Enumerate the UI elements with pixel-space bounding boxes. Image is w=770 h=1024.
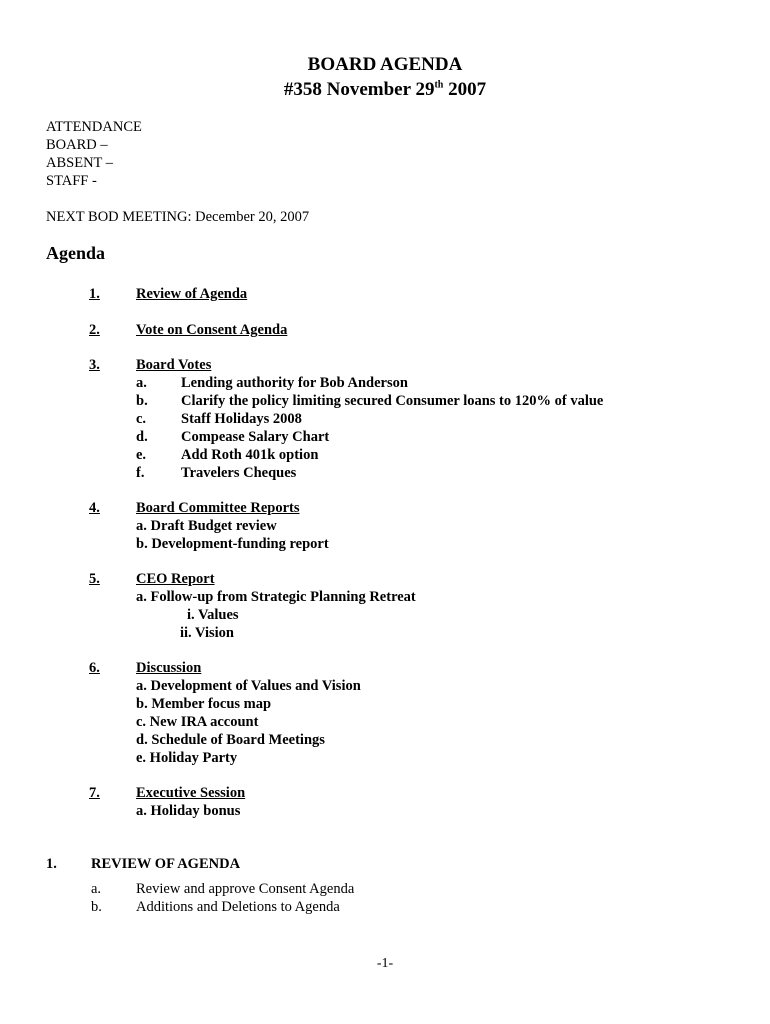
agenda-item-title: Discussion	[136, 660, 202, 676]
next-meeting: NEXT BOD MEETING: December 20, 2007	[46, 209, 310, 225]
subtitle-year: 2007	[443, 79, 487, 100]
sub-item-letter: b.	[136, 393, 148, 409]
agenda-item-title: Board Committee Reports	[136, 500, 300, 516]
section-number: 1.	[46, 856, 57, 872]
subtitle-number-date: #358 November 29	[283, 79, 435, 100]
agenda-item-title: Vote on Consent Agenda	[136, 322, 288, 338]
document-title: BOARD AGENDA	[307, 54, 463, 75]
section-sub-text: Review and approve Consent Agenda	[136, 881, 355, 897]
sub-item-letter: f.	[136, 465, 145, 481]
agenda-item-title: Executive Session	[136, 785, 246, 801]
agenda-item-title: CEO Report	[136, 571, 215, 587]
sub-item: a. Follow-up from Strategic Planning Retreat	[136, 589, 416, 605]
agenda-item-title: Board Votes	[136, 357, 212, 373]
sub-item-letter: a.	[136, 375, 147, 391]
agenda-item-number: 2.	[89, 322, 100, 338]
sub-item-text: Staff Holidays 2008	[181, 411, 302, 427]
agenda-item-number: 6.	[89, 660, 100, 676]
section-title: REVIEW OF AGENDA	[91, 856, 241, 872]
section-sub-text: Additions and Deletions to Agenda	[136, 899, 340, 915]
agenda-item-number: 5.	[89, 571, 100, 587]
sub-item-letter: c.	[136, 411, 147, 427]
sub-item: c. New IRA account	[136, 714, 259, 730]
sub-item-letter: e.	[136, 447, 147, 463]
document-subtitle	[0, 79, 770, 101]
agenda-item-number: 7.	[89, 785, 100, 801]
agenda-heading: Agenda	[46, 243, 106, 263]
attendance-board: BOARD –	[46, 137, 108, 153]
section-sub-letter: b.	[91, 899, 102, 915]
agenda-item-number: 1.	[89, 286, 100, 302]
sub-item: a. Holiday bonus	[136, 803, 241, 819]
sub-item-text: Lending authority for Bob Anderson	[181, 375, 408, 391]
sub-item-text: Travelers Cheques	[181, 465, 297, 481]
sub-sub-item: i. Values	[187, 607, 239, 623]
subtitle-superscript: th	[434, 79, 444, 91]
attendance-absent: ABSENT –	[46, 155, 114, 171]
sub-item-text: Add Roth 401k option	[181, 447, 319, 463]
agenda-item-number: 4.	[89, 500, 100, 516]
sub-item: e. Holiday Party	[136, 750, 238, 766]
sub-item: a. Draft Budget review	[136, 518, 277, 534]
sub-item: b. Development-funding report	[136, 536, 329, 552]
page-number: -1-	[376, 956, 394, 971]
section-sub-letter: a.	[91, 881, 102, 897]
sub-item-letter: d.	[136, 429, 148, 445]
agenda-item-number: 3.	[89, 357, 100, 373]
sub-item: a. Development of Values and Vision	[136, 678, 361, 694]
sub-item: b. Member focus map	[136, 696, 272, 712]
attendance-label: ATTENDANCE	[46, 119, 142, 135]
sub-sub-item: ii. Vision	[180, 625, 234, 641]
sub-item: d. Schedule of Board Meetings	[136, 732, 325, 748]
attendance-staff: STAFF -	[46, 173, 97, 189]
sub-item-text: Clarify the policy limiting secured Consumer loans to 120% of value	[181, 393, 604, 409]
sub-item-text: Compease Salary Chart	[181, 429, 330, 445]
agenda-item-title: Review of Agenda	[136, 286, 248, 302]
